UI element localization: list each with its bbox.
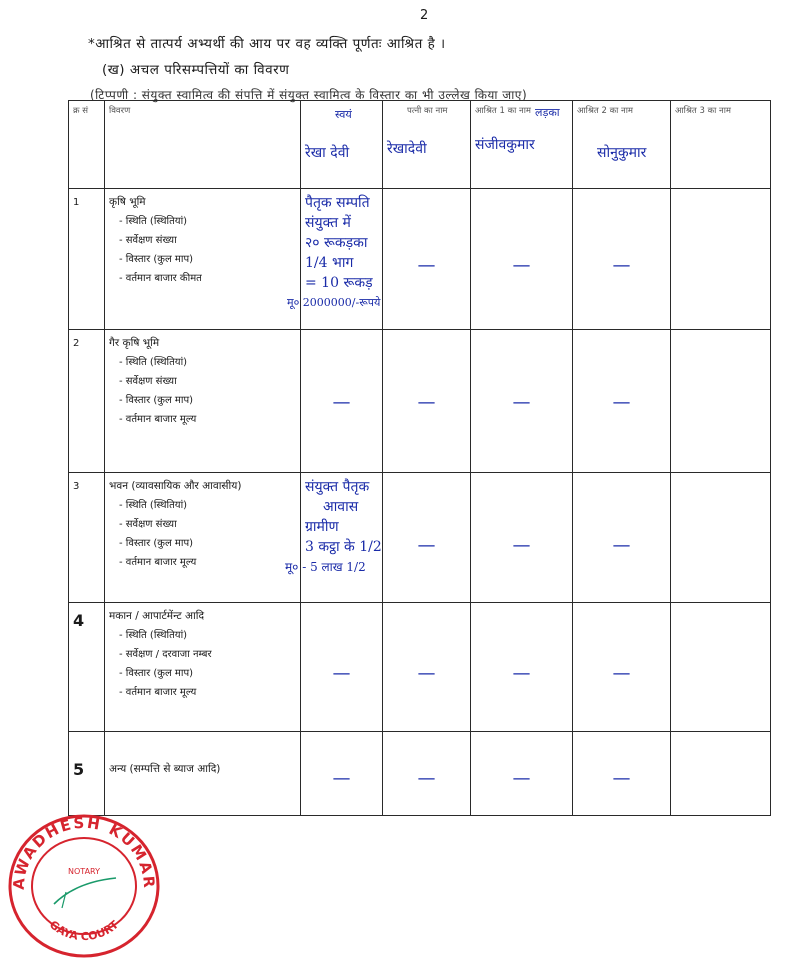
header-row — [69, 101, 771, 189]
remark: (टिप्पणी : संयुक्त स्वामित्व की संपत्ति में संयुक्त स्वामित्व के विस्तार का भी उल्लेख किया जाए) — [90, 88, 528, 102]
dependent1-label: आश्रित 1 का नाम — [475, 106, 531, 116]
row-item: - स्थिति (स्थितियां) — [119, 356, 188, 368]
self-entry — [285, 472, 383, 603]
row-title: अन्य (सम्पत्ति से ब्याज आदि) — [109, 762, 221, 775]
hand-line: 1/4 भाग — [305, 255, 354, 272]
row-description — [105, 189, 301, 330]
dash-entry: — — [612, 255, 631, 277]
stamp-inner-ring — [32, 838, 136, 934]
dependent-note: *आश्रित से तात्पर्य अभ्यर्थी की आय पर वह व्यक्ति पूर्णतः आश्रित है । — [88, 36, 446, 52]
dash-entry: — — [332, 767, 351, 789]
dash-entry: — — [512, 534, 531, 556]
spouse-header — [383, 101, 471, 189]
spouse-name: रेखादेवी — [387, 141, 427, 157]
dependent1-relation: लड़का — [535, 106, 560, 119]
dash-entry: — — [512, 767, 531, 789]
hand-line: 3 कट्ठा के 1/2 — [305, 538, 382, 555]
hand-line: संयुक्त पैतृक — [305, 478, 370, 495]
page-number: 2 — [420, 8, 429, 23]
hand-line: मू० 2000000/-रूपये — [287, 296, 381, 310]
dash-entry: — — [332, 663, 351, 685]
row-description — [105, 329, 301, 472]
table-row — [69, 603, 771, 732]
hand-line: संयुक्त में — [305, 215, 351, 232]
table-row — [69, 731, 771, 815]
row-title: कृषि भूमि — [109, 196, 146, 209]
serial-header: क्र सं — [69, 101, 105, 189]
table-row — [69, 329, 771, 472]
stamp-name: AWADHESH KUMAR — [9, 813, 159, 891]
self-entry — [287, 189, 383, 330]
dependent1-name: संजीवकुमार — [475, 137, 535, 153]
dependent1-header — [471, 101, 573, 189]
row-serial: 1 — [69, 189, 105, 330]
row-item: - स्थिति (स्थितियां) — [119, 499, 188, 511]
stamp-place: GAYA COURT — [46, 918, 122, 944]
row-description — [105, 731, 301, 815]
row-title: मकान / आपार्टमेंन्ट आदि — [109, 610, 205, 623]
row-item: - वर्तमान बाजार मूल्य — [119, 413, 197, 425]
hand-line: २० रूकड़का — [305, 235, 368, 252]
hand-line: आवास — [323, 498, 359, 515]
spouse-label: पत्नी का नाम — [407, 106, 448, 116]
hand-line: = 10 रूकड़ — [305, 275, 373, 292]
dependent2-name: सोनुकुमार — [597, 145, 647, 161]
dash-entry: — — [417, 767, 436, 789]
row-item: - विस्तार (कुल माप) — [119, 668, 194, 680]
row-description — [105, 603, 301, 732]
dash-entry: — — [417, 663, 436, 685]
notary-stamp — [6, 812, 162, 958]
dash-entry: — — [612, 391, 631, 413]
row-serial: 3 — [69, 472, 105, 603]
row-serial: 5 — [69, 731, 105, 815]
dash-entry: — — [612, 663, 631, 685]
row-item: - सर्वेक्षण संख्या — [119, 518, 177, 530]
table-row — [69, 189, 771, 330]
row-serial: 4 — [69, 603, 105, 732]
row-item: - स्थिति (स्थितियां) — [119, 630, 188, 642]
dash-entry: — — [417, 255, 436, 277]
row-item: - सर्वेक्षण / दरवाजा नम्बर — [119, 649, 212, 661]
row-item: - विस्तार (कुल माप) — [119, 537, 194, 549]
row-item: - वर्तमान बाजार मूल्य — [119, 687, 197, 699]
row-item: - वर्तमान बाजार मूल्य — [119, 556, 197, 568]
dash-entry: — — [512, 255, 531, 277]
row-title: गैर कृषि भूमि — [109, 336, 160, 349]
hand-line: मू० - 5 लाख 1/2 — [285, 559, 366, 574]
dash-entry: — — [512, 663, 531, 685]
dash-entry: — — [417, 534, 436, 556]
row-item: - स्थिति (स्थितियां) — [119, 216, 188, 228]
row-item: - विस्तार (कुल माप) — [119, 394, 194, 406]
stamp-title: NOTARY — [68, 867, 100, 876]
table-row — [69, 472, 771, 603]
dash-entry: — — [612, 534, 631, 556]
dash-entry: — — [612, 767, 631, 789]
description-header: विवरण — [105, 101, 301, 189]
hand-line: पैतृक सम्पति — [305, 195, 370, 212]
row-title: भवन (व्यावसायिक और आवासीय) — [109, 479, 242, 492]
hand-line: ग्रामीण — [305, 518, 339, 535]
signature-stroke — [54, 878, 116, 904]
dash-entry: — — [417, 391, 436, 413]
signature-stroke — [62, 892, 66, 908]
row-item: - सर्वेक्षण संख्या — [119, 375, 177, 387]
row-item: - वर्तमान बाजार कीमत — [119, 273, 202, 285]
self-name: रेखा देवी — [305, 145, 350, 161]
self-label: स्वयं — [335, 108, 352, 121]
dependent2-label: आश्रित 2 का नाम — [577, 106, 633, 116]
row-item: - विस्तार (कुल माप) — [119, 254, 194, 266]
section-title: (ख) अचल परिसम्पत्तियों का विवरण — [102, 62, 290, 78]
dependent2-header — [573, 101, 671, 189]
row-serial: 2 — [69, 329, 105, 472]
dash-entry: — — [512, 391, 531, 413]
row-description — [105, 472, 301, 603]
dependent3-label: आश्रित 3 का नाम — [675, 106, 731, 116]
dash-entry: — — [332, 391, 351, 413]
row-item: - सर्वेक्षण संख्या — [119, 235, 177, 247]
dependent3-header — [671, 101, 771, 189]
self-header — [301, 101, 383, 189]
assets-table — [68, 100, 771, 816]
